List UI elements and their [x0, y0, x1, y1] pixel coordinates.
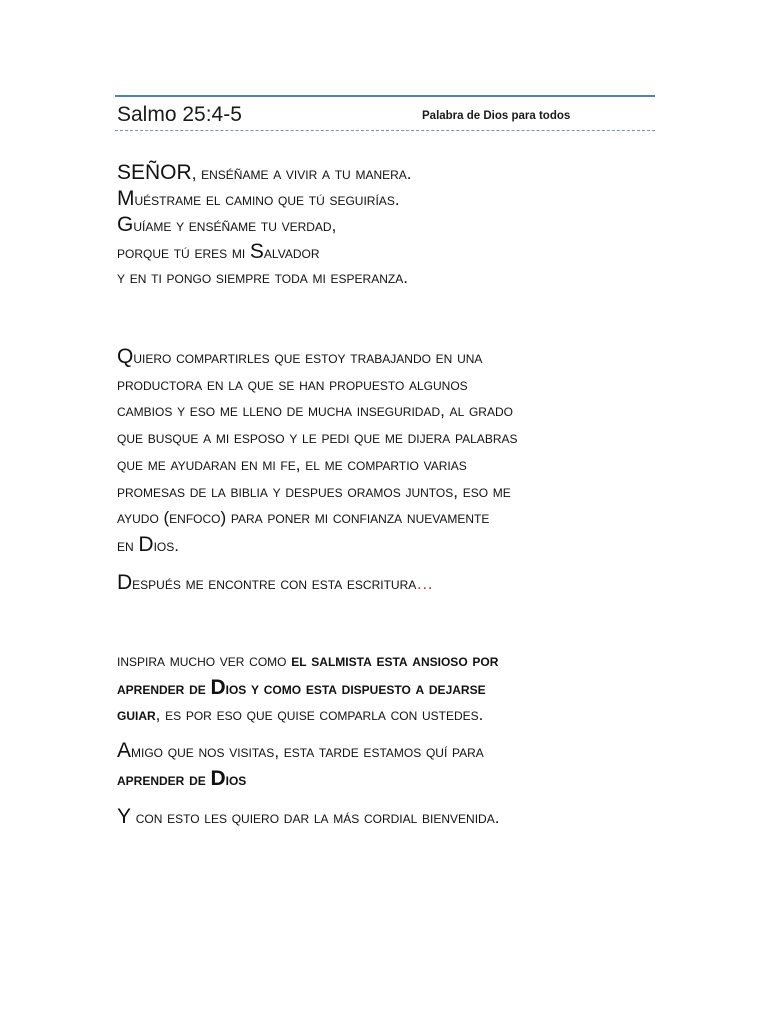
bold-text: ios y como esta dispuesto a dejarse	[225, 678, 486, 698]
line-text: inspira mucho ver como	[117, 651, 292, 670]
paragraph-line: ayudo (enfoco) para poner mi confianza nuevamente	[117, 508, 490, 528]
capital: D	[138, 532, 154, 556]
header-title: Salmo 25:4-5	[117, 103, 242, 126]
verse-lord-word: SEÑOR	[117, 161, 192, 184]
drop-capital: A	[117, 739, 132, 762]
paragraph-closing	[117, 804, 499, 831]
verse-text: y en ti pongo siempre toda mi esperanza.	[117, 267, 408, 287]
paragraph-line	[117, 804, 499, 831]
bold-text: ios	[225, 769, 247, 789]
bold-text: aprender de	[117, 678, 211, 698]
paragraph-line: productora en la que se han propuesto algunos	[117, 374, 468, 394]
bold-text: guiar	[117, 705, 156, 724]
verse-text: uíame y enséñame tu verdad,	[133, 216, 337, 236]
paragraph-line: promesas de la biblia y despues oramos juntos, eso me	[117, 481, 511, 501]
paragraph-line	[117, 766, 484, 794]
header-subtitle: Palabra de Dios para todos	[422, 110, 571, 122]
verse-line	[117, 212, 412, 238]
paragraph-line: que busque a mi esposo y le pedi que me dijera palabras	[117, 428, 518, 448]
verse-text: , enséñame a vivir a tu manera.	[191, 164, 412, 183]
paragraph-line	[117, 570, 433, 597]
verse-capital: M	[117, 187, 135, 211]
line-text: uiero compartirles que estoy trabajando en una	[133, 348, 483, 367]
verse-capital: S	[249, 239, 264, 263]
verse-text: porque tú eres mi	[117, 242, 250, 262]
bold-capital: D	[210, 675, 226, 699]
drop-capital: Q	[117, 345, 134, 368]
paragraph-line	[117, 532, 518, 560]
drop-capital: Y	[117, 805, 132, 828]
paragraph-line	[117, 675, 498, 703]
drop-capital: D	[117, 571, 133, 594]
paragraph-line	[117, 648, 498, 675]
line-text: , es por eso que quise comparla con ustedes.	[155, 705, 484, 724]
paragraph-welcome-friend	[117, 738, 484, 793]
verse-text: alvador	[263, 242, 320, 262]
line-text: ios.	[153, 535, 179, 555]
verse-line	[117, 186, 412, 212]
paragraph-line	[117, 702, 498, 729]
verse-line	[117, 160, 412, 186]
paragraph-line	[117, 738, 484, 766]
paragraph-testimony	[117, 344, 518, 560]
line-text: con esto les quiero dar la más cordial bienvenida.	[131, 808, 500, 827]
verse-line	[117, 265, 412, 290]
page-header	[115, 95, 655, 131]
psalm-verse	[117, 160, 412, 290]
paragraph-line	[117, 344, 518, 372]
paragraph-line: que me ayudaran en mi fe, el me compartio varias	[117, 454, 467, 474]
bold-text: aprender de	[117, 769, 211, 789]
verse-line	[117, 239, 412, 265]
bold-capital: D	[210, 766, 226, 790]
verse-capital: G	[117, 213, 134, 237]
paragraph-scripture-intro	[117, 570, 433, 597]
paragraph-line: cambios y eso me lleno de mucha inseguridad, al grado	[117, 401, 513, 421]
bold-text: el salmista esta ansioso por	[291, 651, 499, 670]
paragraph-inspiration	[117, 648, 498, 729]
line-text: espués me encontre con esta escritura	[132, 574, 417, 593]
verse-text: uéstrame el camino que tú seguirías.	[134, 190, 400, 210]
line-text: migo que nos visitas, esta tarde estamos quí para	[131, 742, 484, 761]
line-text: en	[117, 535, 139, 555]
ellipsis-mark: …	[416, 574, 434, 593]
